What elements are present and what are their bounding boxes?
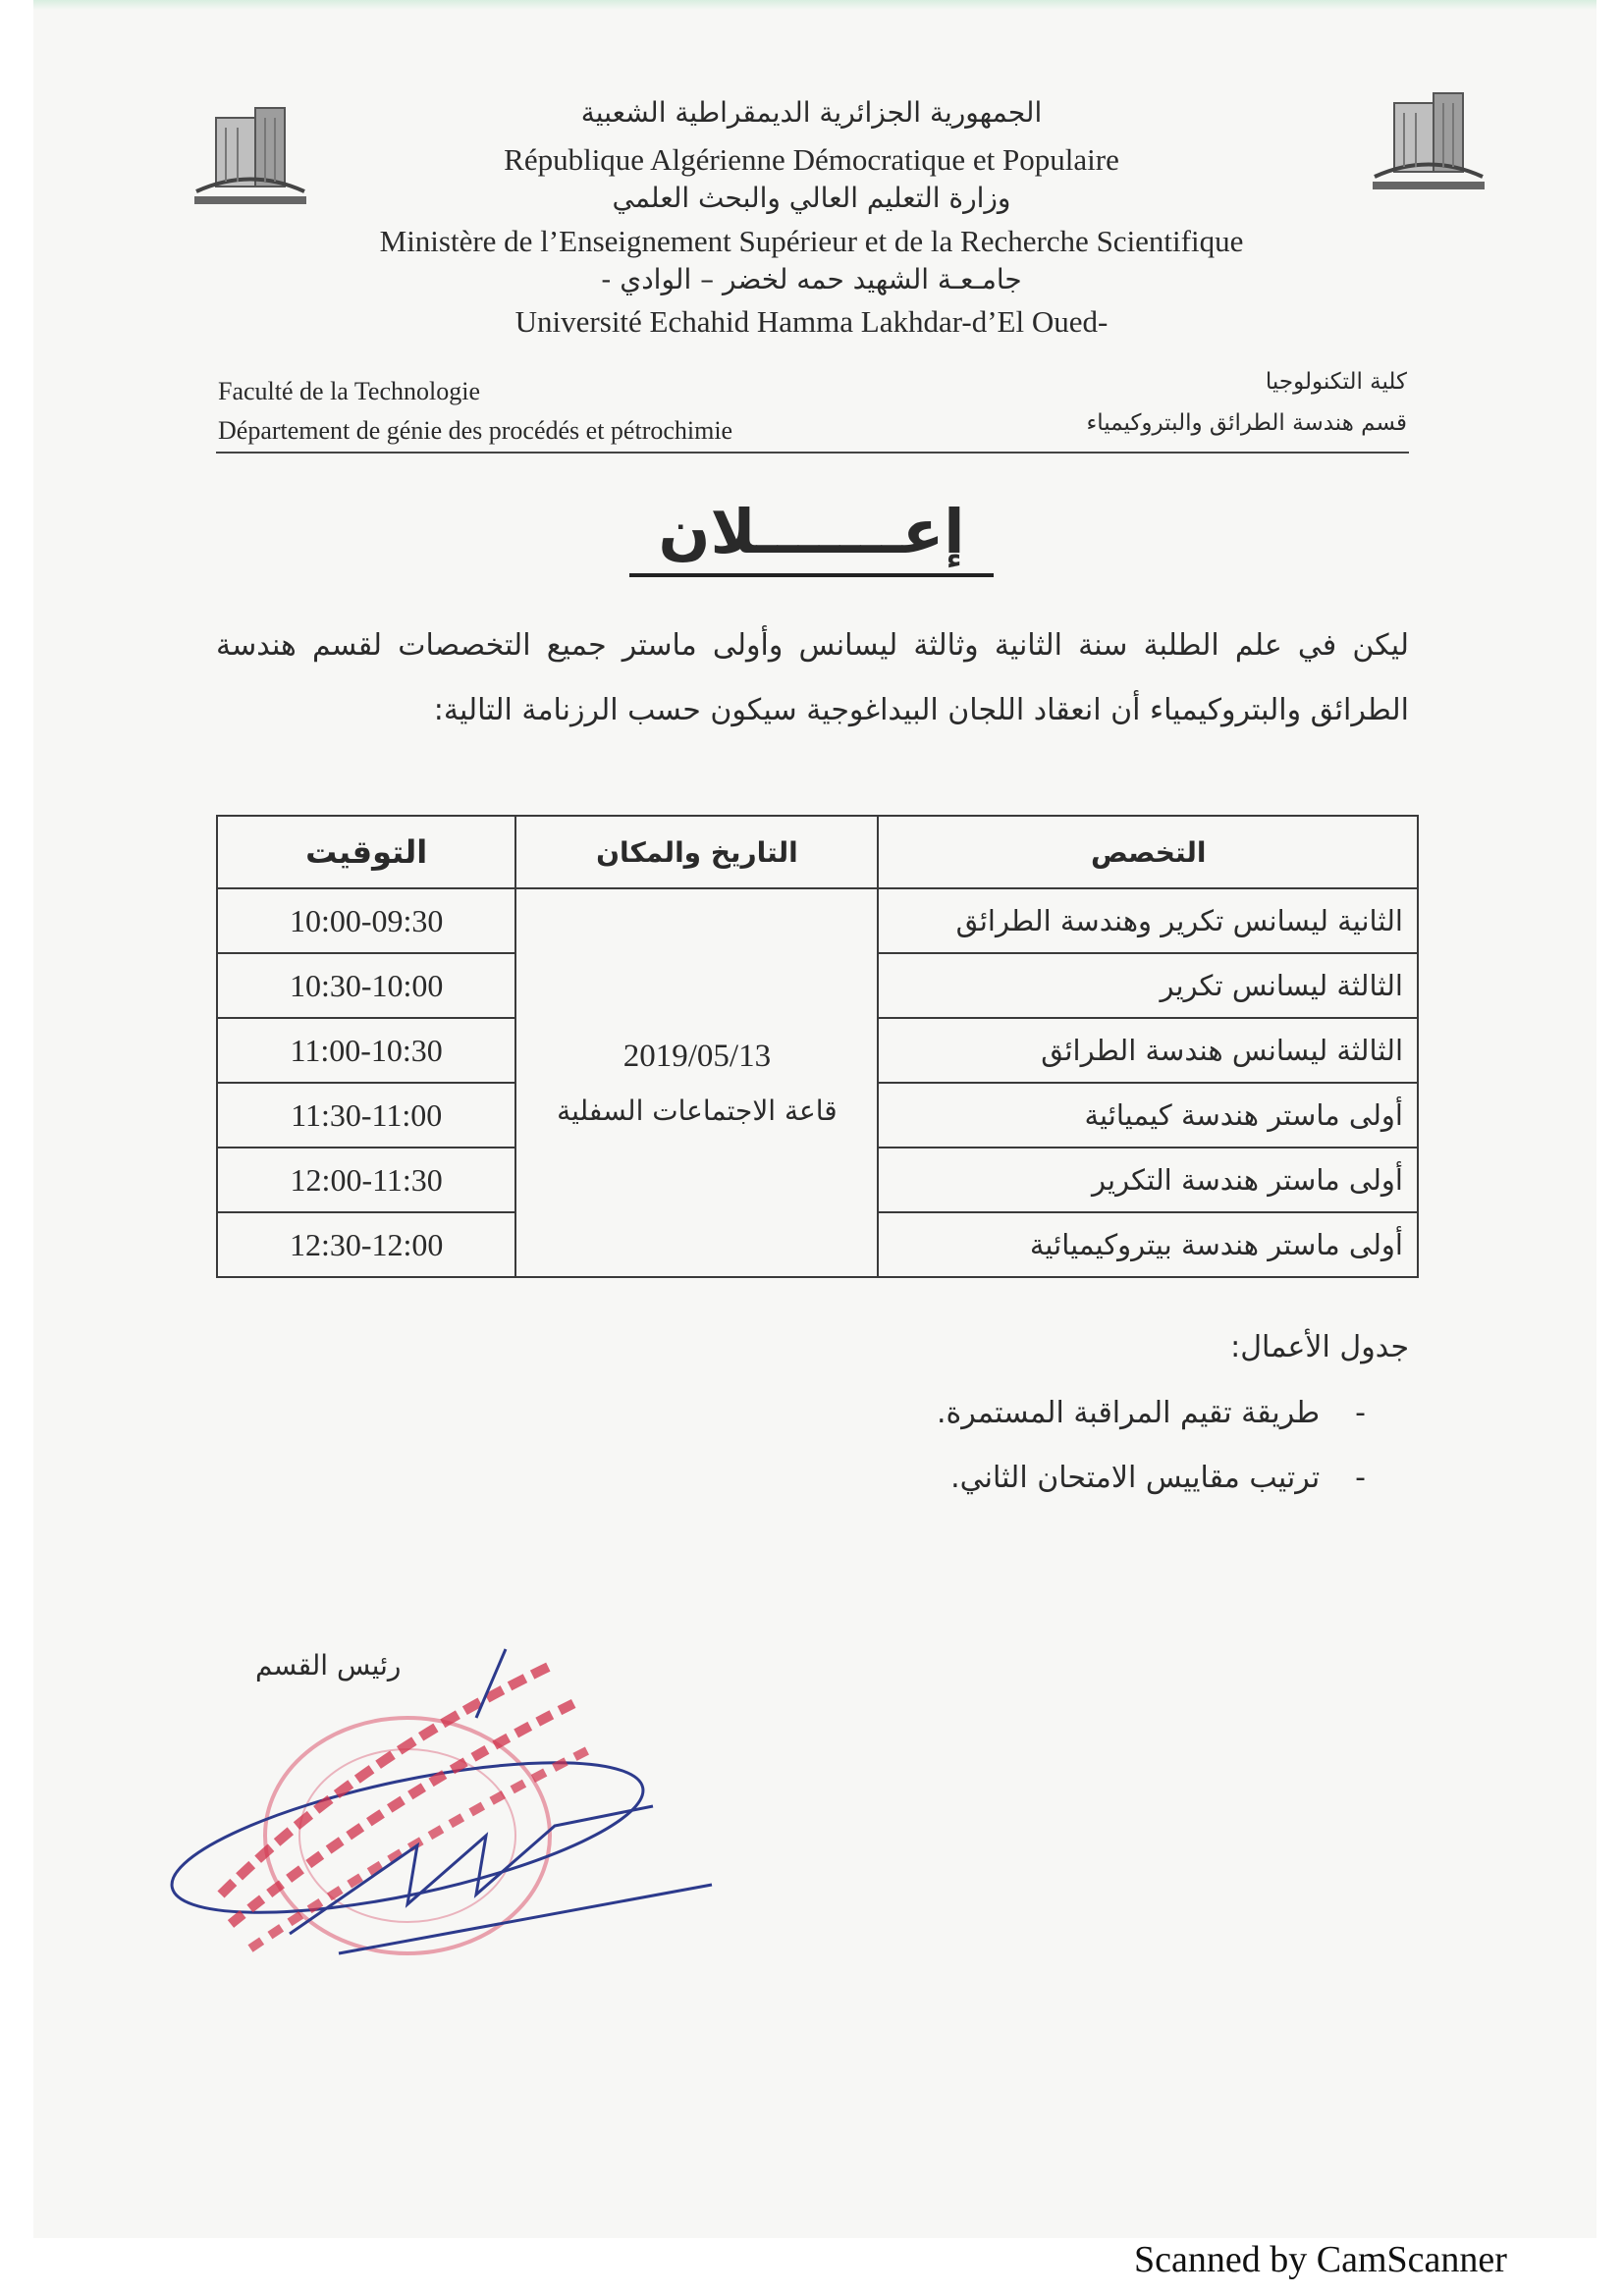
announcement-title <box>0 496 1623 567</box>
announcement-title-text: إعـــــــلان <box>629 496 995 577</box>
row-specialty: أولى ماستر هندسة التكرير <box>878 1148 1418 1212</box>
row-specialty: أولى ماستر هندسة كيميائية <box>878 1083 1418 1148</box>
table-row <box>217 888 1418 953</box>
department-ar: قسم هندسة الطرائق والبتروكيمياء <box>1086 410 1407 436</box>
ministry-fr: Ministère de l’Enseignement Supérieur et de la Recherche Scientifique <box>379 224 1244 258</box>
row-time: 12:30-12:00 <box>217 1212 515 1277</box>
row-time: 11:00-10:30 <box>217 1018 515 1083</box>
university-ar: جامـعـة الشهيد حمه لخضر – الوادي - <box>601 263 1022 295</box>
agenda-item: -ترتيب مقاييس الامتحان الثاني. <box>950 1461 1366 1495</box>
official-stamp-icon <box>162 1610 731 1963</box>
meeting-date: 2019/05/13 <box>622 1039 772 1074</box>
header-divider <box>216 452 1409 454</box>
col-header-specialty: التخصص <box>878 816 1418 888</box>
row-specialty: الثانية ليسانس تكرير وهندسة الطرائق <box>878 888 1418 953</box>
republic-ar: الجمهورية الجزائرية الديمقراطية الشعبية <box>580 96 1043 129</box>
agenda-item-text: ترتيب مقاييس الامتحان الثاني. <box>950 1461 1321 1495</box>
table-header-row <box>217 816 1418 888</box>
republic-fr: République Algérienne Démocratique et Populaire <box>504 142 1119 177</box>
scanner-watermark: Scanned by CamScanner <box>1134 2239 1507 2280</box>
university-fr: Université Echahid Hamma Lakhdar-d’El Oued- <box>514 304 1109 339</box>
row-specialty: أولى ماستر هندسة بيتروكيميائية <box>878 1212 1418 1277</box>
row-time: 10:30-10:00 <box>217 953 515 1018</box>
agenda-title: جدول الأعمال: <box>1230 1330 1409 1364</box>
row-specialty: الثالثة ليسانس هندسة الطرائق <box>878 1018 1418 1083</box>
row-time: 12:00-11:30 <box>217 1148 515 1212</box>
department-fr: Département de génie des procédés et pétrochimie <box>218 416 733 445</box>
row-specialty: الثالثة ليسانس تكرير <box>878 953 1418 1018</box>
agenda-item: -طريقة تقيم المراقبة المستمرة. <box>937 1396 1366 1430</box>
announcement-paragraph: ليكن في علم الطلبة سنة الثانية وثالثة ليسانس وأولى ماستر جميع التخصصات لقسم هندسة الطرائق والبتروكيمياء أن انعقاد اللجان البيداغوجية سيكون حسب الرزنامة التالية: <box>216 628 1409 727</box>
col-header-time: التوقيت <box>217 816 515 888</box>
faculty-fr: Faculté de la Technologie <box>218 377 480 405</box>
ministry-ar: وزارة التعليم العالي والبحث العلمي <box>612 182 1011 214</box>
meeting-place: قاعة الاجتماعات السفلية <box>557 1095 838 1127</box>
date-place-cell <box>515 888 878 1277</box>
row-time: 11:30-11:00 <box>217 1083 515 1148</box>
agenda-item-text: طريقة تقيم المراقبة المستمرة. <box>937 1396 1321 1430</box>
faculty-ar: كلية التكنولوجيا <box>1265 369 1407 395</box>
col-header-date-place: التاريخ والمكان <box>515 816 878 888</box>
schedule-table <box>216 815 1419 1278</box>
row-time: 10:00-09:30 <box>217 888 515 953</box>
head-of-department-label: رئيس القسم <box>255 1649 402 1682</box>
scan-edge <box>33 0 1596 10</box>
